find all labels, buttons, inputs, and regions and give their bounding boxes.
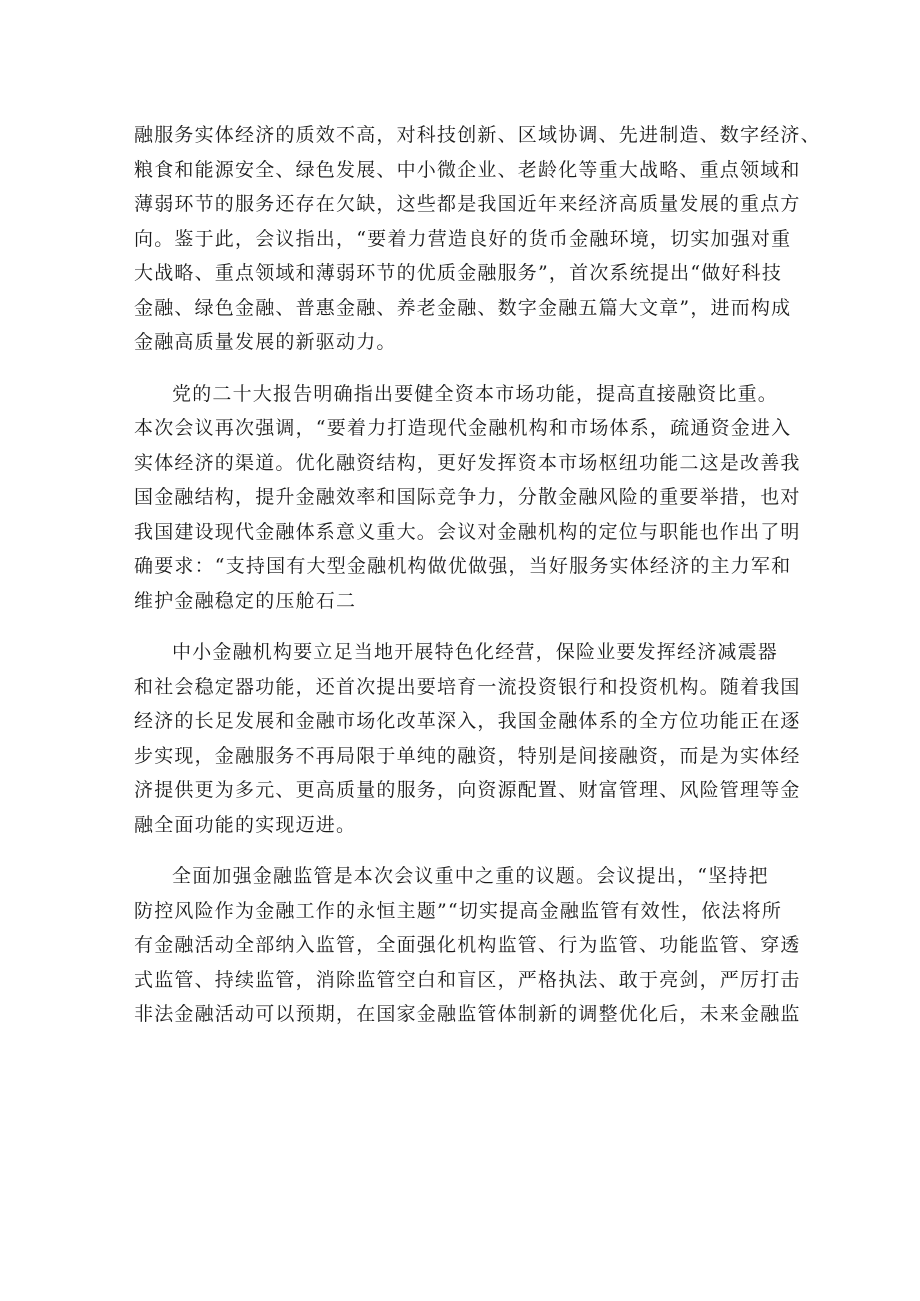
text-line-first: 全面加强金融监管是本次会议重中之重的议题。会议提出，“坚持把 bbox=[172, 865, 769, 887]
text-line: 式监管、持续监管，消除监管空白和盲区，严格执法、敢于亮剑，严厉打击 bbox=[134, 968, 801, 991]
text-line: 非法金融活动可以预期，在国家金融监管体制新的调整优化后，未来金融监 bbox=[134, 1003, 801, 1025]
text-line: 大战略、重点领域和薄弱环节的优质金融服务”，首次系统提出“做好科技 bbox=[134, 262, 783, 284]
text-line: 防控风险作为金融工作的永恒主题”“切实提高金融监管有效性，依法将所 bbox=[134, 899, 783, 922]
text-line: 确要求：“支持国有大型金融机构做优做强，当好服务实体经济的主力军和 bbox=[134, 555, 792, 577]
text-line: 有金融活动全部纳入监管，全面强化机构监管、行为监管、功能监管、穿透 bbox=[134, 934, 801, 956]
text-line: 和社会稳定器功能，还首次提出要培育一流投资银行和投资机构。随着我国 bbox=[134, 675, 801, 698]
text-line: 国金融结构，提升金融效率和国际竞争力，分散金融风险的重要举措，也对 bbox=[134, 486, 801, 508]
text-line: 融全面功能的实现迈进。 bbox=[134, 813, 357, 836]
paragraph-1 bbox=[134, 118, 821, 360]
paragraph-spacer bbox=[134, 842, 814, 859]
paragraph-3 bbox=[134, 635, 814, 842]
text-line: 金融、绿色金融、普惠金融、养老金融、数字金融五篇大文章”，进而构成 bbox=[134, 296, 792, 319]
paragraph-2 bbox=[134, 377, 814, 619]
text-line: 维护金融稳定的压舱石二 bbox=[134, 589, 357, 612]
paragraph-4 bbox=[134, 859, 814, 1032]
text-line-first: 党的二十大报告明确指出要健全资本市场功能，提高直接融资比重。 bbox=[172, 382, 779, 405]
text-line: 我国建设现代金融体系意义重大。会议对金融机构的定位与职能也作出了明 bbox=[134, 520, 801, 543]
text-line: 向。鉴于此，会议指出，“要着力营造良好的货币金融环境，切实加强对重 bbox=[134, 227, 792, 250]
text-line-first: 中小金融机构要立足当地开展特色化经营，保险业要发挥经济减震器 bbox=[172, 641, 779, 663]
paragraph-spacer bbox=[134, 360, 814, 377]
paragraph-spacer bbox=[134, 618, 814, 635]
text-line: 济提供更为多元、更高质量的服务，向资源配置、财富管理、风险管理等金 bbox=[134, 779, 801, 801]
text-line: 本次会议再次强调，“要着力打造现代金融机构和市场体系，疏通资金进入 bbox=[134, 417, 792, 439]
text-line: 融服务实体经济的质效不高，对科技创新、区域协调、先进制造、数字经济、 bbox=[134, 124, 821, 146]
text-line: 步实现，金融服务不再局限于单纯的融资，特别是间接融资，而是为实体经 bbox=[134, 744, 801, 767]
document-body bbox=[134, 118, 821, 1032]
text-line: 粮食和能源安全、绿色发展、中小微企业、老龄化等重大战略、重点领域和 bbox=[134, 158, 801, 181]
text-line: 薄弱环节的服务还存在欠缺，这些都是我国近年来经济高质量发展的重点方 bbox=[134, 193, 801, 215]
text-line: 实体经济的渠道。优化融资结构，更好发挥资本市场枢纽功能二这是改善我 bbox=[134, 451, 801, 474]
text-line: 经济的长足发展和金融市场化改革深入，我国金融体系的全方位功能正在逐 bbox=[134, 710, 801, 732]
text-line: 金融高质量发展的新驱动力。 bbox=[134, 331, 397, 353]
